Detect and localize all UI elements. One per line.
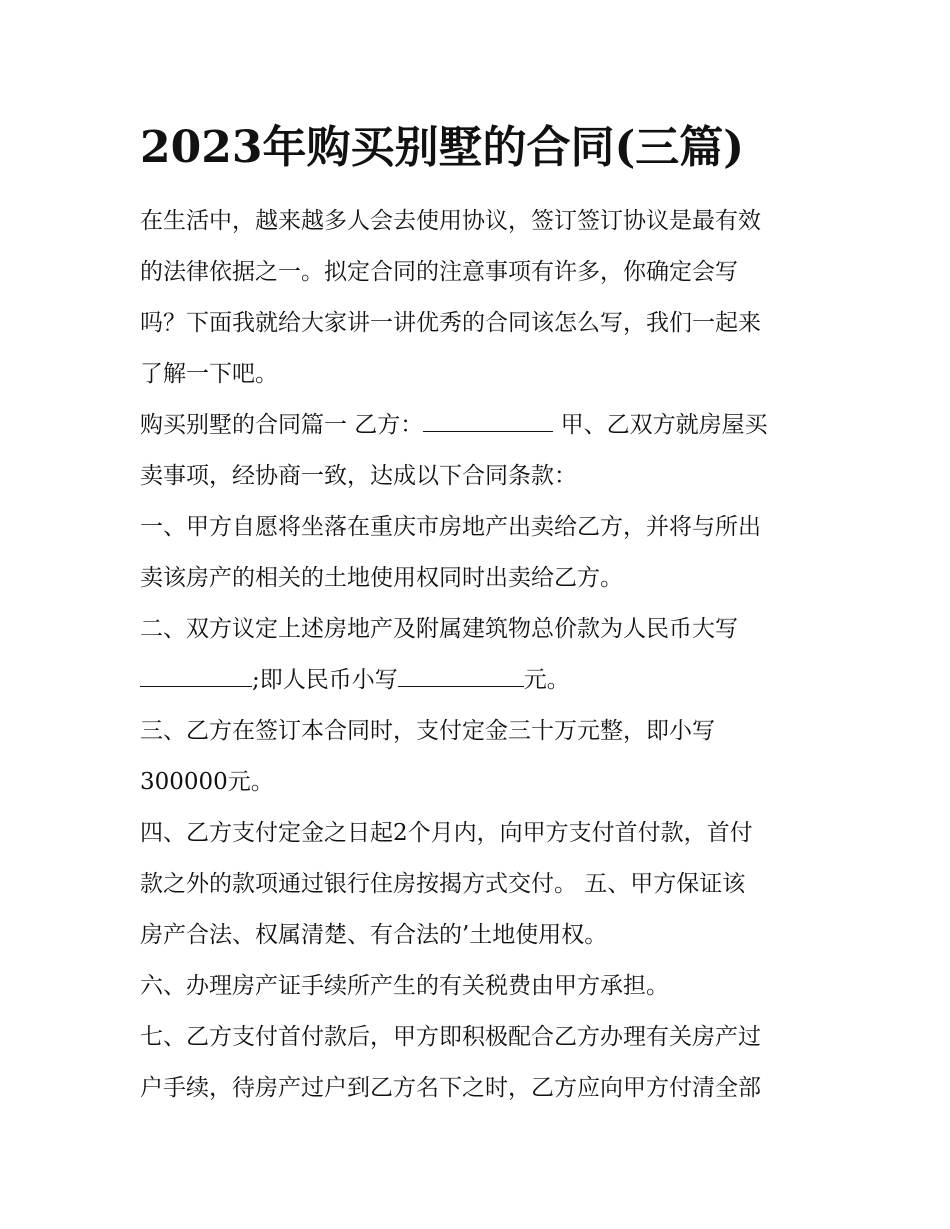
price-after-text: 元。 [523, 667, 570, 693]
paragraph-line: 300000元。 [140, 769, 274, 795]
paragraph-line: 六、办理房产证手续所产生的有关税费由甲方承担。 [140, 973, 669, 999]
paragraph-line-price [140, 655, 820, 706]
party-b-label: 购买别墅的合同篇一 乙方： [140, 412, 424, 438]
party-b-after: 甲、乙双方就房屋买 [553, 412, 768, 438]
paragraph-line: 的法律依据之一。拟定合同的注意事项有许多，你确定会写 [140, 259, 738, 285]
party-b-blank [423, 411, 553, 432]
paragraph-line: 了解一下吧。 [140, 361, 278, 387]
paragraph-line: 户手续，待房产过户到乙方名下之时，乙方应向甲方付清全部 [140, 1075, 761, 1101]
paragraph-line: 房产合法、权属清楚、有合法的’土地使用权。 [140, 922, 608, 948]
paragraph-line: 在生活中，越来越多人会去使用协议，签订签订协议是最有效 [140, 208, 761, 234]
paragraph-line-party-b [140, 400, 820, 451]
paragraph-line: 二、双方议定上述房地产及附属建筑物总价款为人民币大写 [140, 616, 738, 642]
paragraph-line: 吗？下面我就给大家讲一讲优秀的合同该怎么写，我们一起来 [140, 310, 761, 336]
paragraph-line: 三、乙方在签订本合同时，支付定金三十万元整，即小写 [140, 718, 715, 744]
paragraph-line: 卖事项，经协商一致，达成以下合同条款： [140, 463, 577, 489]
document-body [140, 196, 820, 1114]
paragraph-line: 七、乙方支付首付款后，甲方即积极配合乙方办理有关房产过 [140, 1024, 761, 1050]
paragraph-line: 四、乙方支付定金之日起2个月内，向甲方支付首付款，首付 [140, 820, 753, 846]
price-lowercase-blank [398, 666, 524, 687]
price-middle-text: ;即人民币小写 [252, 667, 398, 693]
document-title: 2023年购买别墅的合同(三篇) [140, 122, 745, 173]
paragraph-line: 卖该房产的相关的土地使用权同时出卖给乙方。 [140, 565, 623, 591]
paragraph-line: 一、甲方自愿将坐落在重庆市房地产出卖给乙方，并将与所出 [140, 514, 761, 540]
paragraph-line: 款之外的款项通过银行住房按揭方式交付。 五、甲方保证该 [140, 871, 746, 897]
price-uppercase-blank [140, 666, 252, 687]
